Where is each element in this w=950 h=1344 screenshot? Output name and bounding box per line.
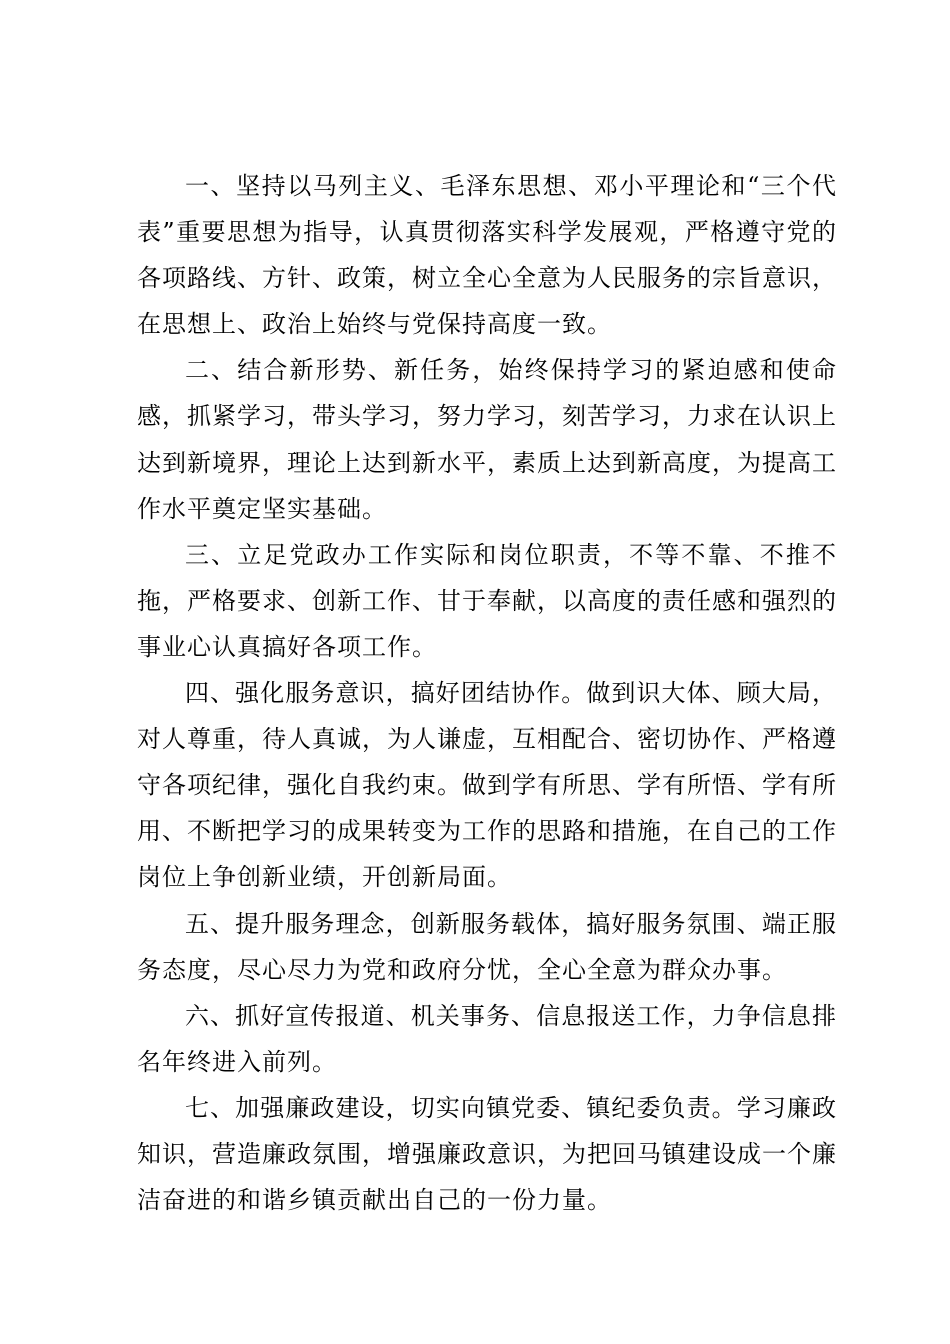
paragraph-4: 四、强化服务意识，搞好团结协作。做到识大体、顾大局，对人尊重，待人真诚，为人谦虚，互相配合、密切协作、严格遵守各项纪律，强化自我约束。做到学有所思、学有所悟、学有所用、不断把学习的成果转变为工作的思路和措施，在自己的工作岗位上争创新业绩，开创新局面。 [137,679,837,892]
paragraph-5: 五、提升服务理念，创新服务载体，搞好服务氛围、端正服务态度，尽心尽力为党和政府分忧，全心全意为群众办事。 [137,909,837,984]
paragraph-1: 一、坚持以马列主义、毛泽东思想、邓小平理论和“三个代表”重要思想为指导，认真贯彻落实科学发展观，严格遵守党的各项路线、方针、政策，树立全心全意为人民服务的宗旨意识，在思想上、政治上始终与党保持高度一致。 [137,172,837,339]
paragraph-7: 七、加强廉政建设，切实向镇党委、镇纪委负责。学习廉政知识，营造廉政氛围，增强廉政意识，为把回马镇建设成一个廉洁奋进的和谐乡镇贡献出自己的一份力量。 [137,1093,837,1215]
paragraph-3: 三、立足党政办工作实际和岗位职责，不等不靠、不推不拖，严格要求、创新工作、甘于奉献，以高度的责任感和强烈的事业心认真搞好各项工作。 [137,540,837,661]
paragraph-2: 二、结合新形势、新任务，始终保持学习的紧迫感和使命感，抓紧学习，带头学习，努力学习，刻苦学习，力求在认识上达到新境界，理论上达到新水平，素质上达到新高度，为提高工作水平奠定坚实基础。 [137,356,837,523]
document-body [137,163,837,1223]
paragraph-6: 六、抓好宣传报道、机关事务、信息报送工作，力争信息排名年终进入前列。 [137,1001,837,1076]
